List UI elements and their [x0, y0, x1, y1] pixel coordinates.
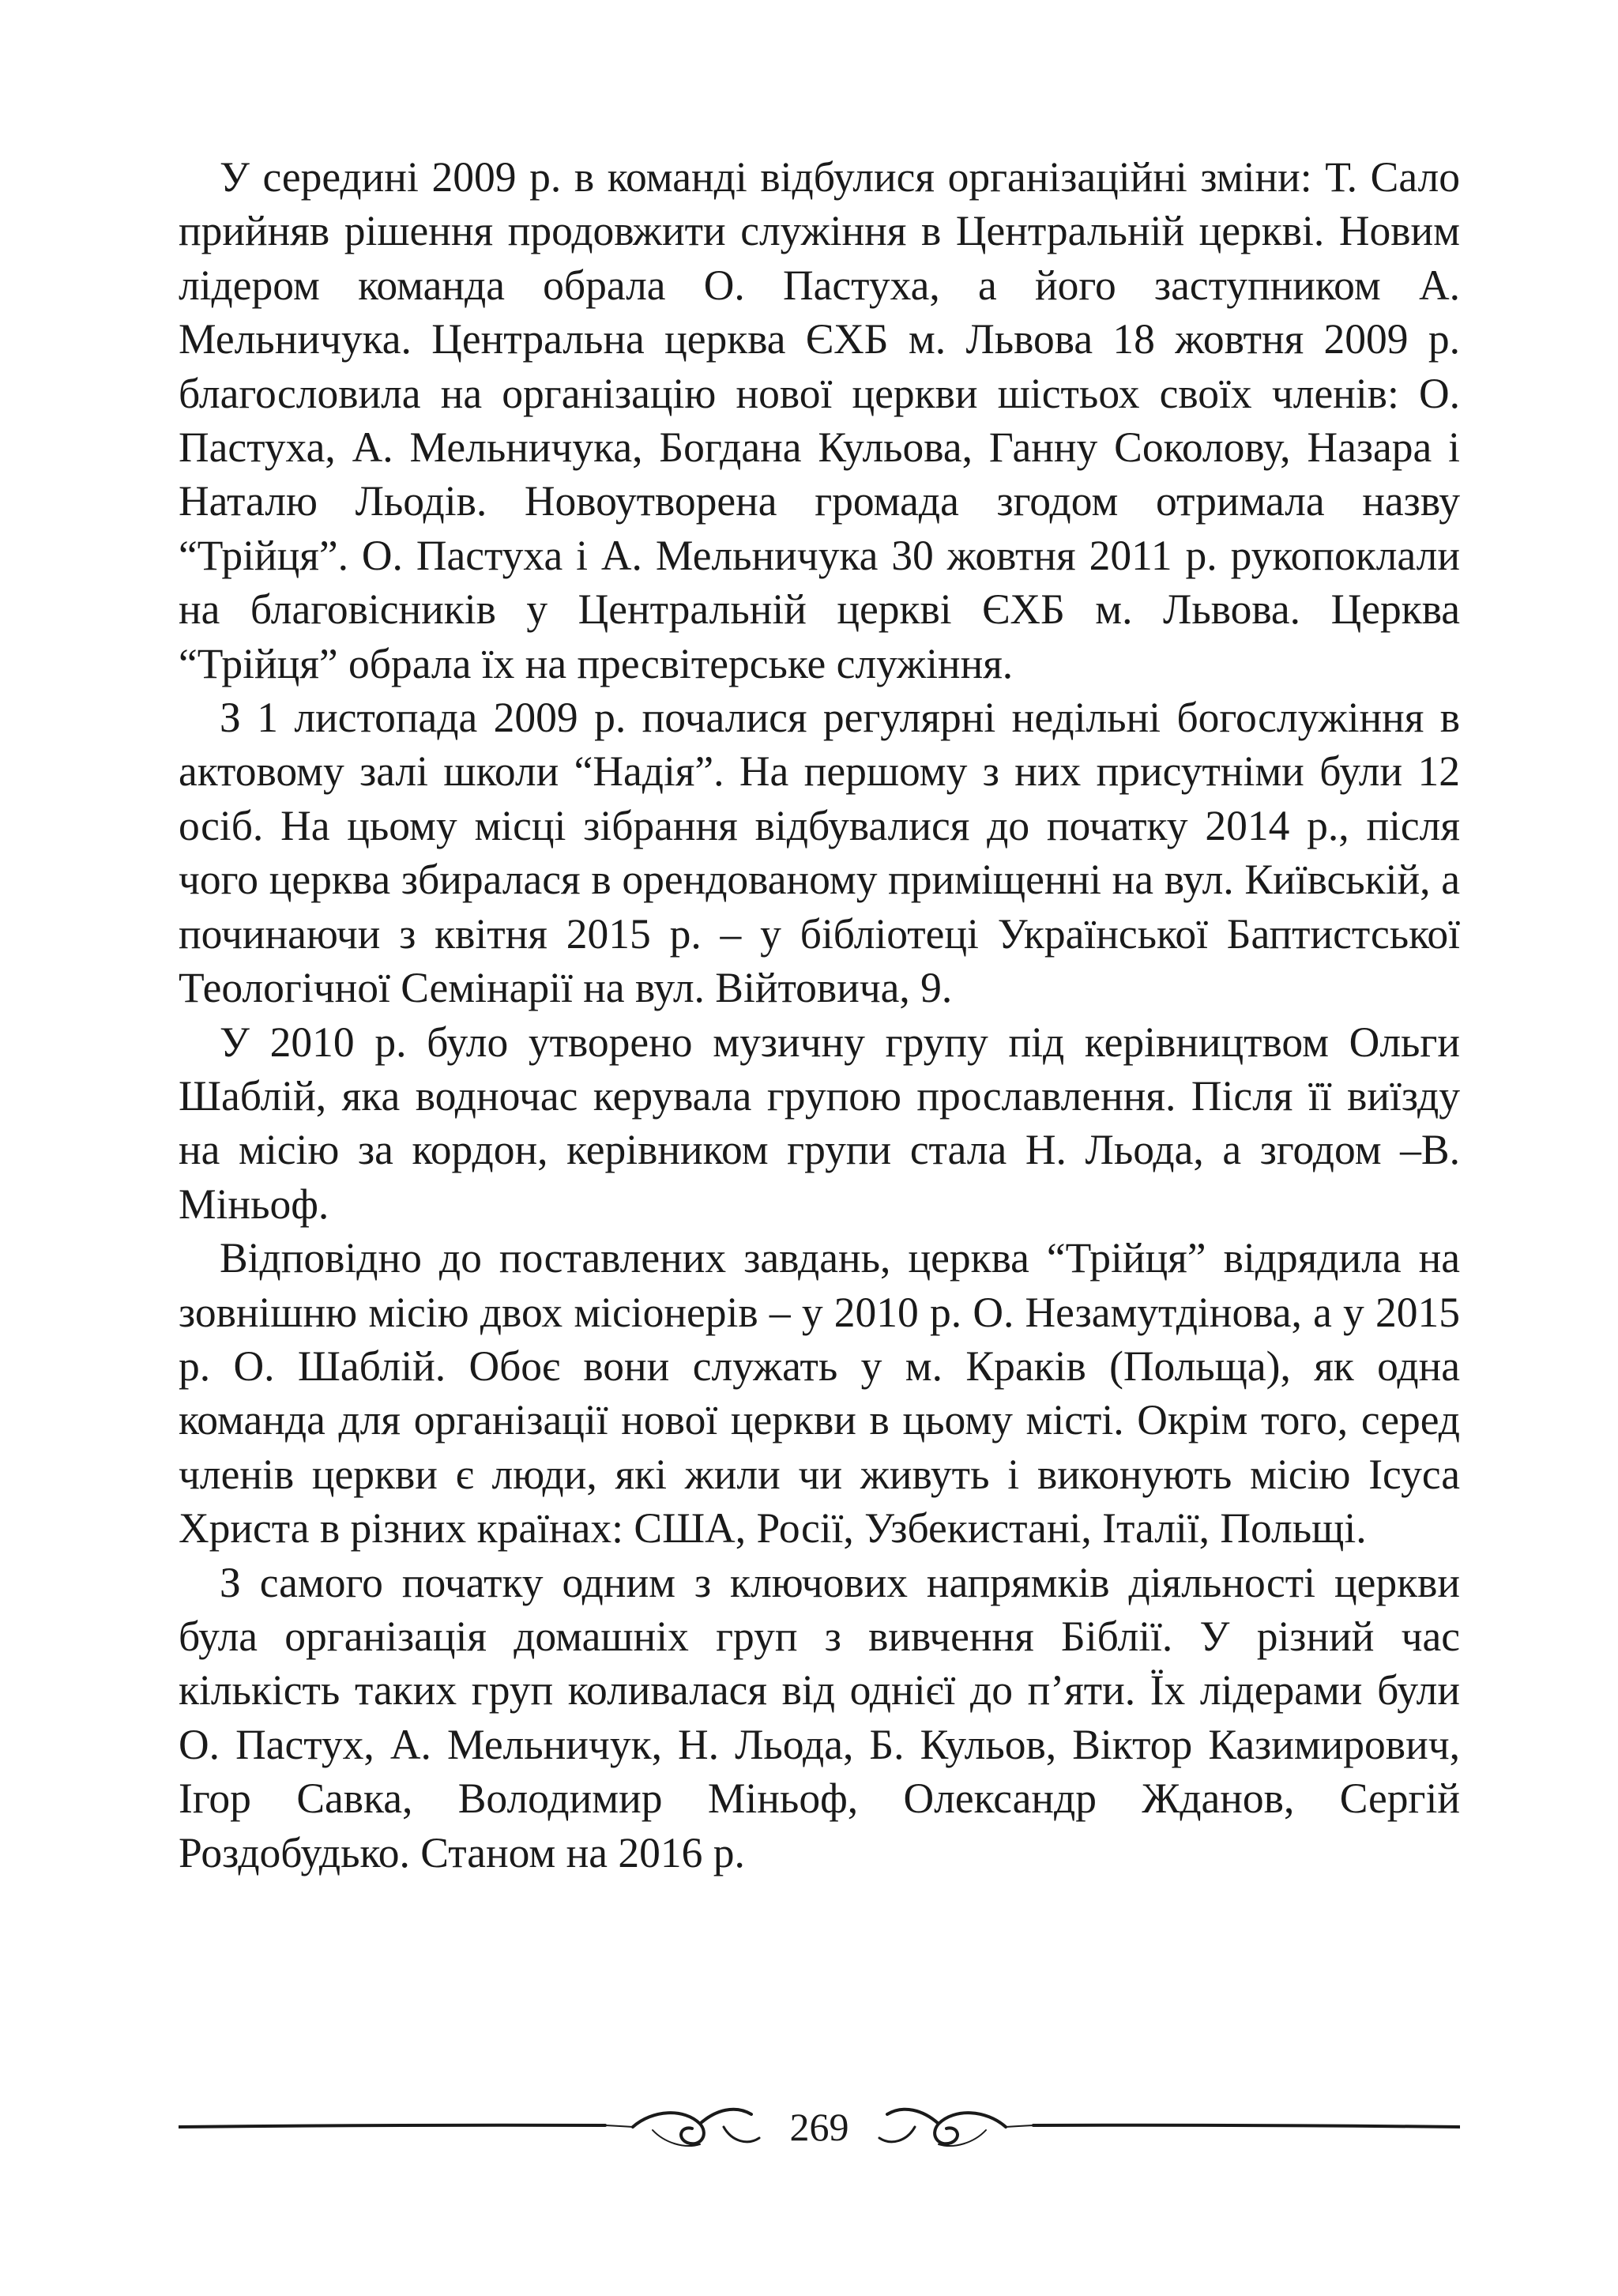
- paragraph-1: У середині 2009 р. в команді відбулися організаційні зміни: Т. Сало прийняв рішення продовжити служіння в Центральній церкві. Новим лідером команда обрала О. Пастуха, а його заступником А. Мельничука. Центральна церква ЄХБ м. Львова 18 жовтня 2009 р. благословила на організацію нової церкви шістьох своїх членів: О. Пастуха, А. Мельничука, Богдана Кульова, Ганну Соколову, Назара і Наталю Льодів. Новоутворена громада згодом отримала назву “Трійця”. О. Пастуха і А. Мельничука 30 жовтня 2011 р. рукопоклали на благовісників у Центральній церкві ЄХБ м. Львова. Церква “Трійця” обрала їх на пресвітерське служіння.: [179, 153, 1460, 687]
- paragraph-4: Відповідно до поставлених завдань, церква “Трійця” відрядила на зовнішню місію двох місіонерів – у 2010 р. О. Незамутдінова, а у 2015 р. О. Шаблій. Обоє вони служать у м. Краків (Польща), як одна команда для організації нової церкви в цьому місті. Окрім того, серед членів церкви є люди, які жили чи живуть і виконують місію Ісуса Христа в різних країнах: США, Росії, Узбекистані, Італії, Польщі.: [179, 1234, 1460, 1553]
- page-number: 269: [789, 2105, 849, 2149]
- page-body: [179, 150, 1460, 1880]
- paragraph-3: У 2010 р. було утворено музичну групу під керівництвом Ольги Шаблій, яка водночас керувала групою прославлення. Після її виїзду на місію за кордон, керівником групи стала Н. Льода, а згодом –В. Міньоф.: [179, 1018, 1460, 1228]
- paragraph-2: З 1 листопада 2009 р. почалися регулярні недільні богослужіння в актовому залі школи “Надія”. На першому з них присутніми були 12 осіб. На цьому місці зібрання відбувалися до початку 2014 р., після чого церква збиралася в орендованому приміщенні на вул. Київській, а починаючи з квітня 2015 р. – у бібліотеці Української Баптистської Теологічної Семінарії на вул. Війтовича, 9.: [179, 694, 1460, 1012]
- page-footer: [179, 2086, 1460, 2165]
- paragraph-5: З самого початку одним з ключових напрямків діяльності церкви була організація домашніх груп з вивчення Біблії. У різний час кількість таких груп коливалася від однієї до п’яти. Їх лідерами були О. Пастух, А. Мельничук, Н. Льода, Б. Кульов, Віктор Казимирович, Ігор Савка, Володимир Міньоф, Олександр Жданов, Сергій Роздобудько. Станом на 2016 р.: [179, 1558, 1460, 1876]
